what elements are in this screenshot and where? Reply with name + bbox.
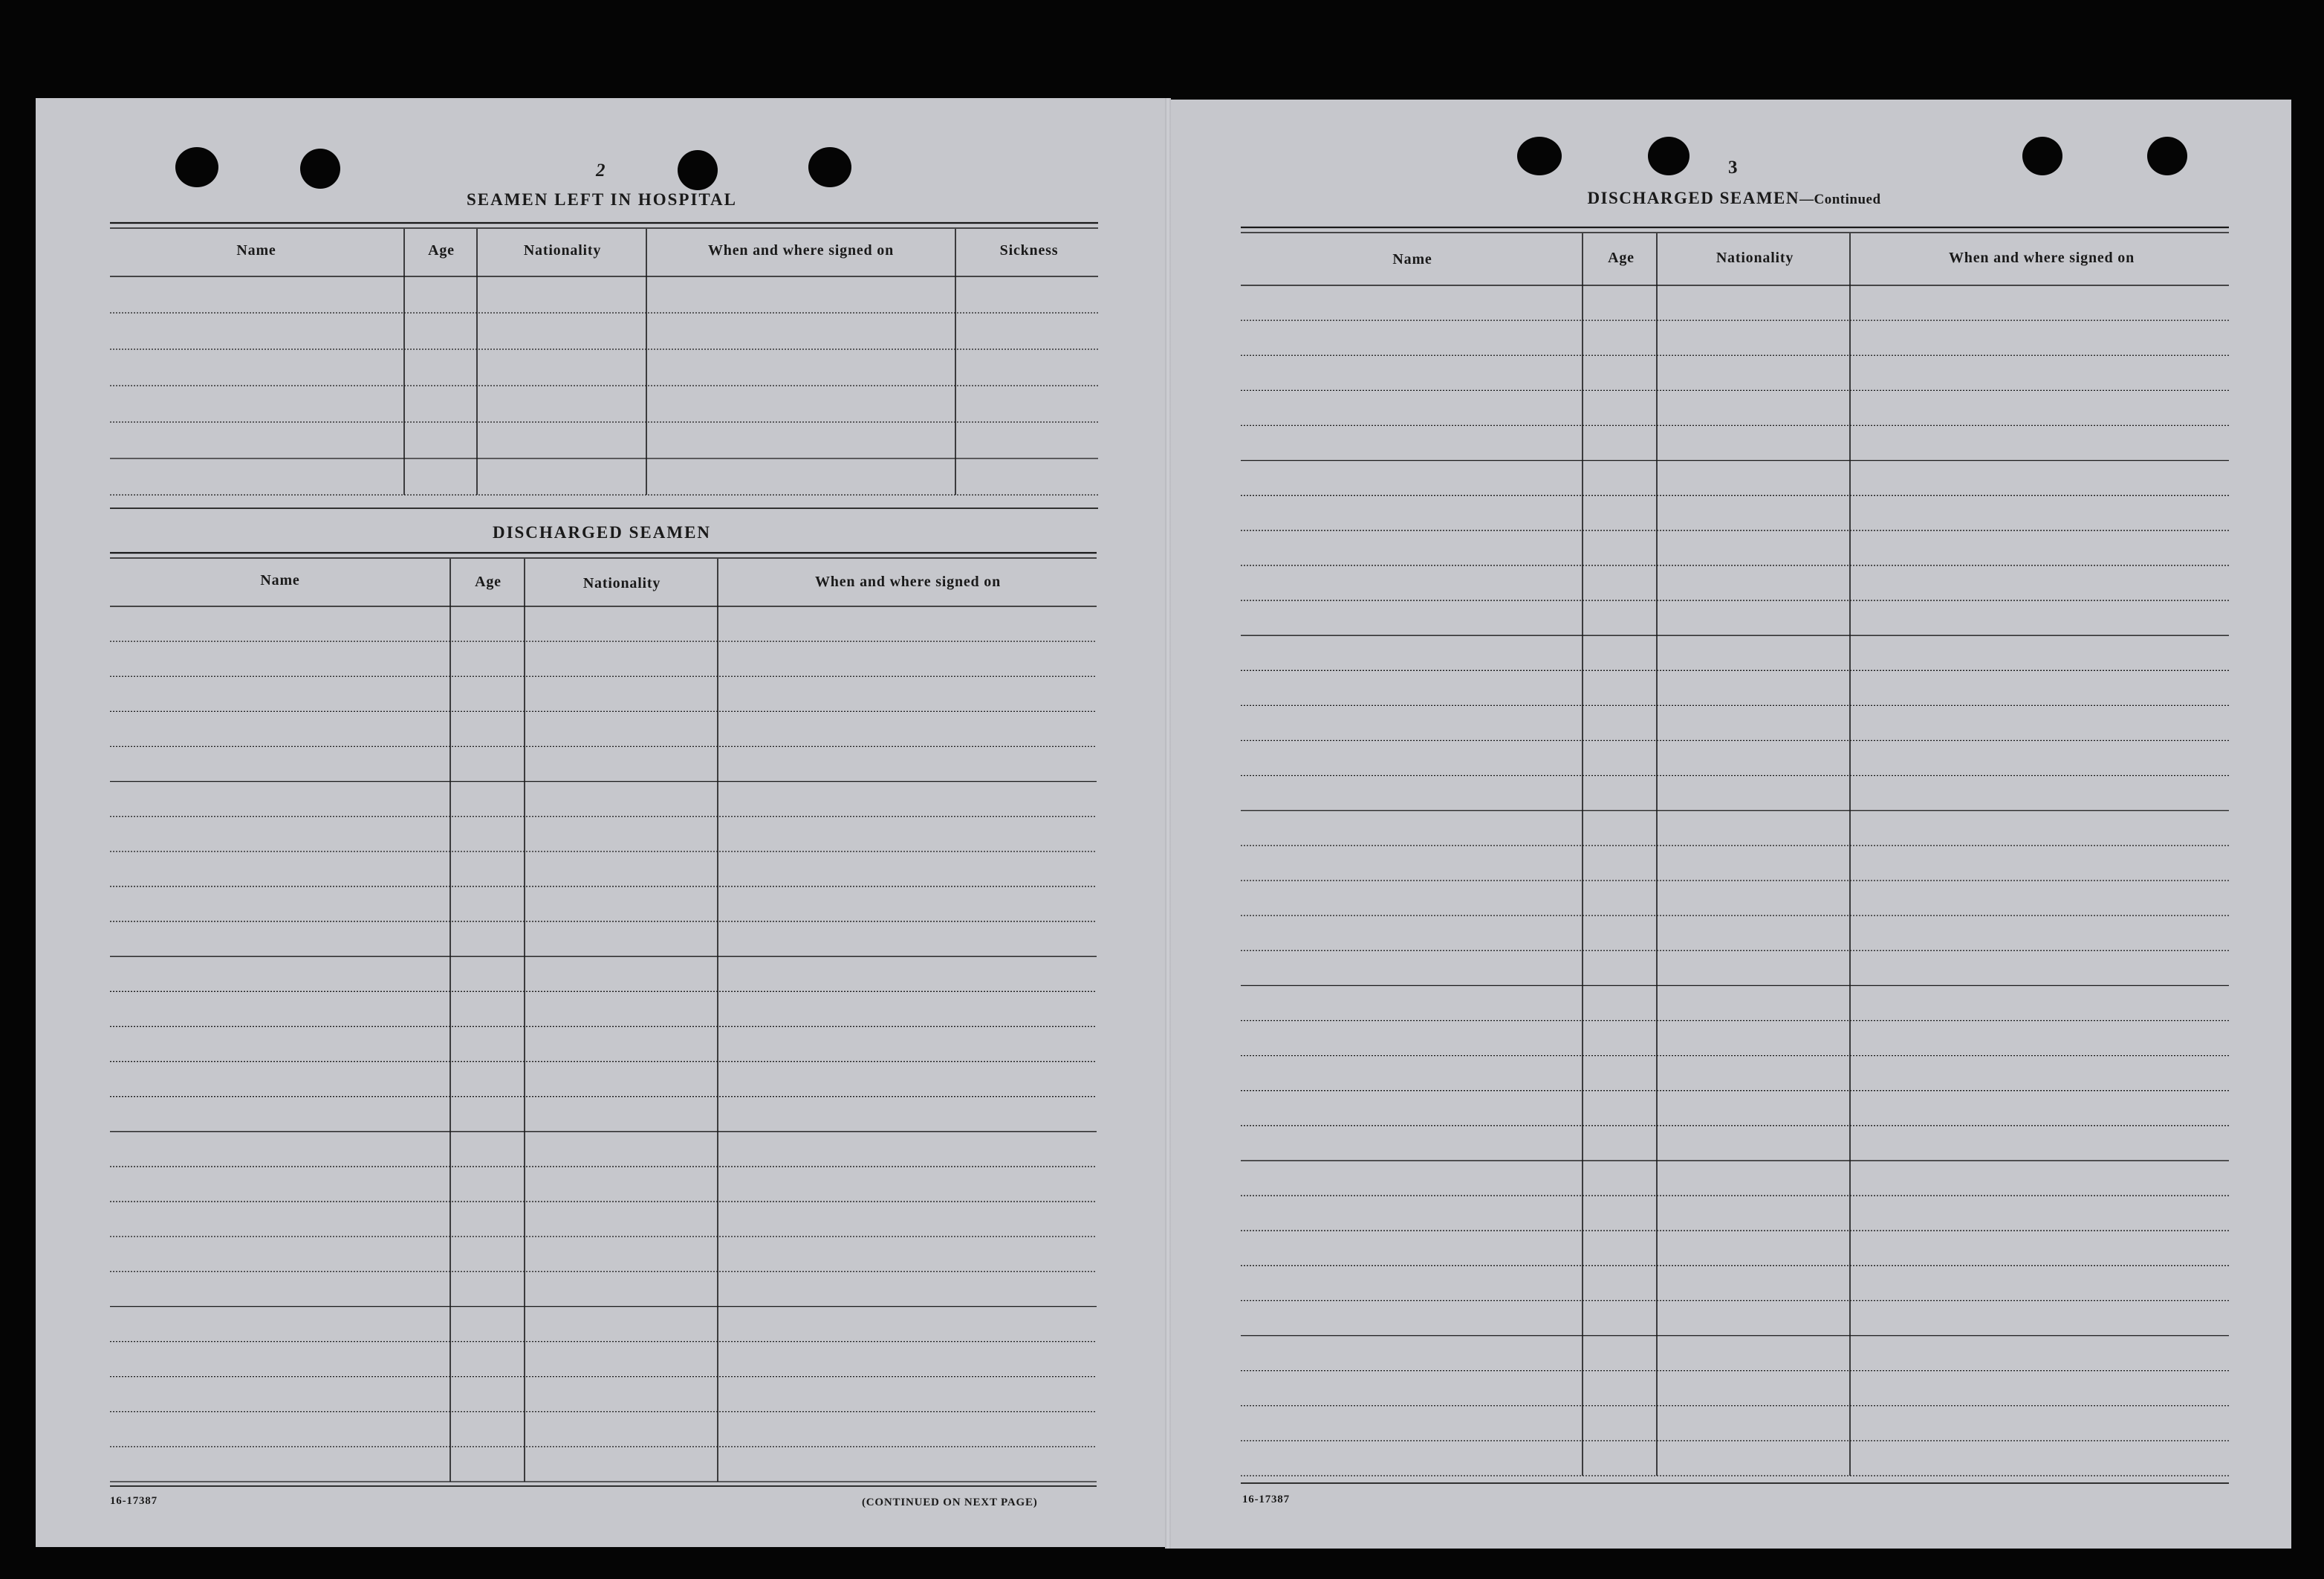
page-number: 3: [1728, 158, 1738, 178]
col-head-age: Age: [1608, 250, 1635, 266]
col-head-signed-on: When and where signed on: [1949, 250, 2135, 266]
col-head-signed-on: When and where signed on: [815, 574, 1001, 590]
hospital-section-title: SEAMEN LEFT IN HOSPITAL: [466, 190, 738, 209]
col-head-name: Name: [236, 242, 276, 259]
col-head-nationality: Nationality: [582, 575, 661, 591]
continued-note: (CONTINUED ON NEXT PAGE): [862, 1497, 1038, 1508]
continued-suffix: —Continued: [1799, 192, 1881, 207]
col-head-nationality: Nationality: [1716, 250, 1794, 266]
form-number: 16-17387: [110, 1495, 158, 1507]
discharged-section-title: DISCHARGED SEAMEN: [492, 523, 712, 542]
col-head-age: Age: [475, 574, 502, 590]
col-head-name: Name: [260, 572, 300, 589]
col-head-age: Age: [428, 242, 455, 259]
discharged-continued-title: [1505, 189, 1963, 208]
page-number: 2: [596, 161, 606, 181]
discharged-title-main: DISCHARGED SEAMEN: [1587, 189, 1800, 207]
form-number: 16-17387: [1242, 1494, 1290, 1505]
col-head-name: Name: [1392, 251, 1432, 268]
col-head-signed-on: When and where signed on: [708, 242, 894, 259]
col-head-nationality: Nationality: [523, 242, 602, 259]
col-head-sickness: Sickness: [999, 242, 1059, 259]
